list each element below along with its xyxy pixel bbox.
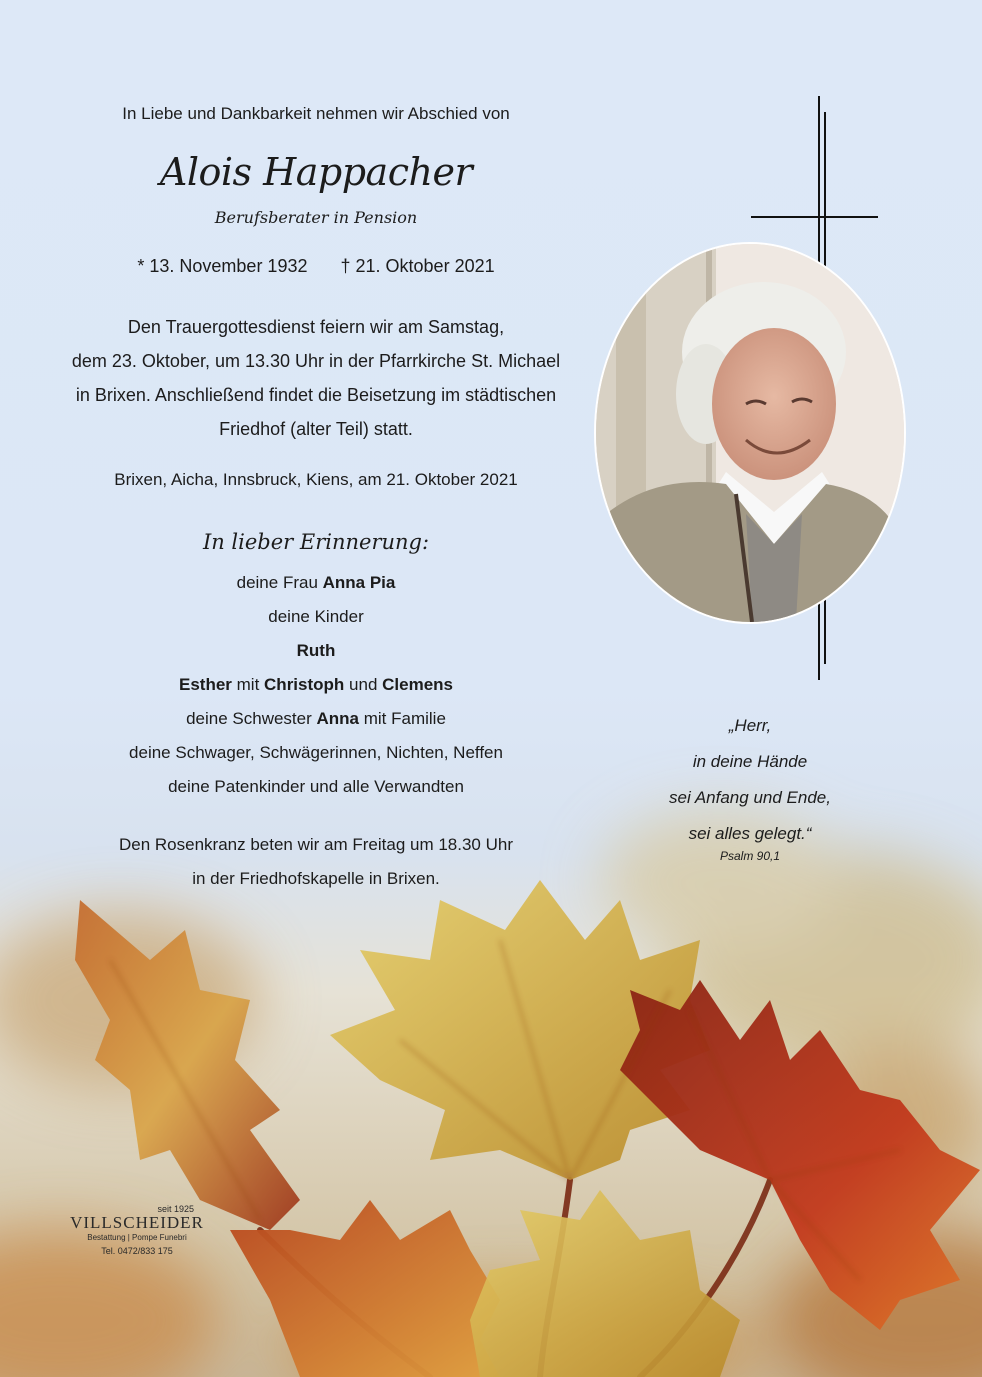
mourner-line [60,634,572,668]
service-line: Friedhof (alter Teil) statt. [219,419,413,439]
mourner-name: Anna Pia [322,573,396,592]
deceased-title: Berufsberater in Pension [214,208,418,227]
cross-line [824,112,826,272]
logo-since: seit 1925 [157,1204,194,1214]
rosary-info [60,828,572,896]
mourner-name: Ruth [296,641,336,660]
intro-text: In Liebe und Dankbarkeit nehmen wir Abschied von [122,104,510,123]
quote-line: in deine Hände [692,752,808,771]
mourner-line: deine Patenkinder und alle Verwandten [168,777,464,796]
quote-reference: Psalm 90,1 [719,849,781,863]
service-line: Den Trauergottesdienst feiern wir am Samstag, [127,317,505,337]
death-date: † 21. Oktober 2021 [340,256,495,276]
mourner-name: Esther [179,675,232,694]
mourner-line [60,702,572,736]
mourner-text: und [344,675,383,694]
memory-heading: In lieber Erinnerung: [202,530,430,554]
mourner-line [60,668,572,702]
funeral-home-logo [62,1204,212,1258]
birth-date: * 13. November 1932 [137,256,308,276]
rosary-line: in der Friedhofskapelle in Brixen. [192,869,440,888]
mourner-text: mit [231,675,265,694]
logo-subtitle: Bestattung | Pompe Funebri [87,1233,187,1242]
service-line: dem 23. Oktober, um 13.30 Uhr in der Pfarrkirche St. Michael [71,351,561,371]
mourner-line: deine Kinder [268,607,364,626]
cross-line [818,596,820,680]
logo-phone: Tel. 0472/833 175 [101,1246,173,1256]
mourner-text: mit Familie [359,709,446,728]
place-and-date: Brixen, Aicha, Innsbruck, Kiens, am 21. Oktober 2021 [114,470,518,489]
service-info [60,310,572,446]
service-line: in Brixen. Anschließend findet die Beisetzung im städtischen [75,385,557,405]
mourner-name: Clemens [382,675,453,694]
mourner-name: Christoph [264,675,345,694]
mourner-text: deine Schwester [186,709,317,728]
bible-quote [640,708,860,864]
cross-line [824,596,826,664]
mourner-line [60,566,572,600]
quote-line: sei Anfang und Ende, [669,788,831,807]
life-dates [60,256,572,277]
rosary-line: Den Rosenkranz beten wir am Freitag um 18.30 Uhr [118,835,513,854]
cross-line [818,96,820,272]
cross-bar [751,216,878,218]
mourner-text: deine Frau [236,573,323,592]
mourner-name: Anna [316,709,359,728]
deceased-name: Alois Happacher [159,150,473,194]
mourner-line: deine Schwager, Schwägerinnen, Nichten, Neffen [129,743,503,762]
quote-line: „Herr, [728,716,772,735]
logo-brand: VILLSCHEIDER [70,1213,204,1232]
quote-line: sei alles gelegt.“ [688,824,812,843]
mourners-list [60,566,572,804]
portrait-photo [594,242,906,624]
